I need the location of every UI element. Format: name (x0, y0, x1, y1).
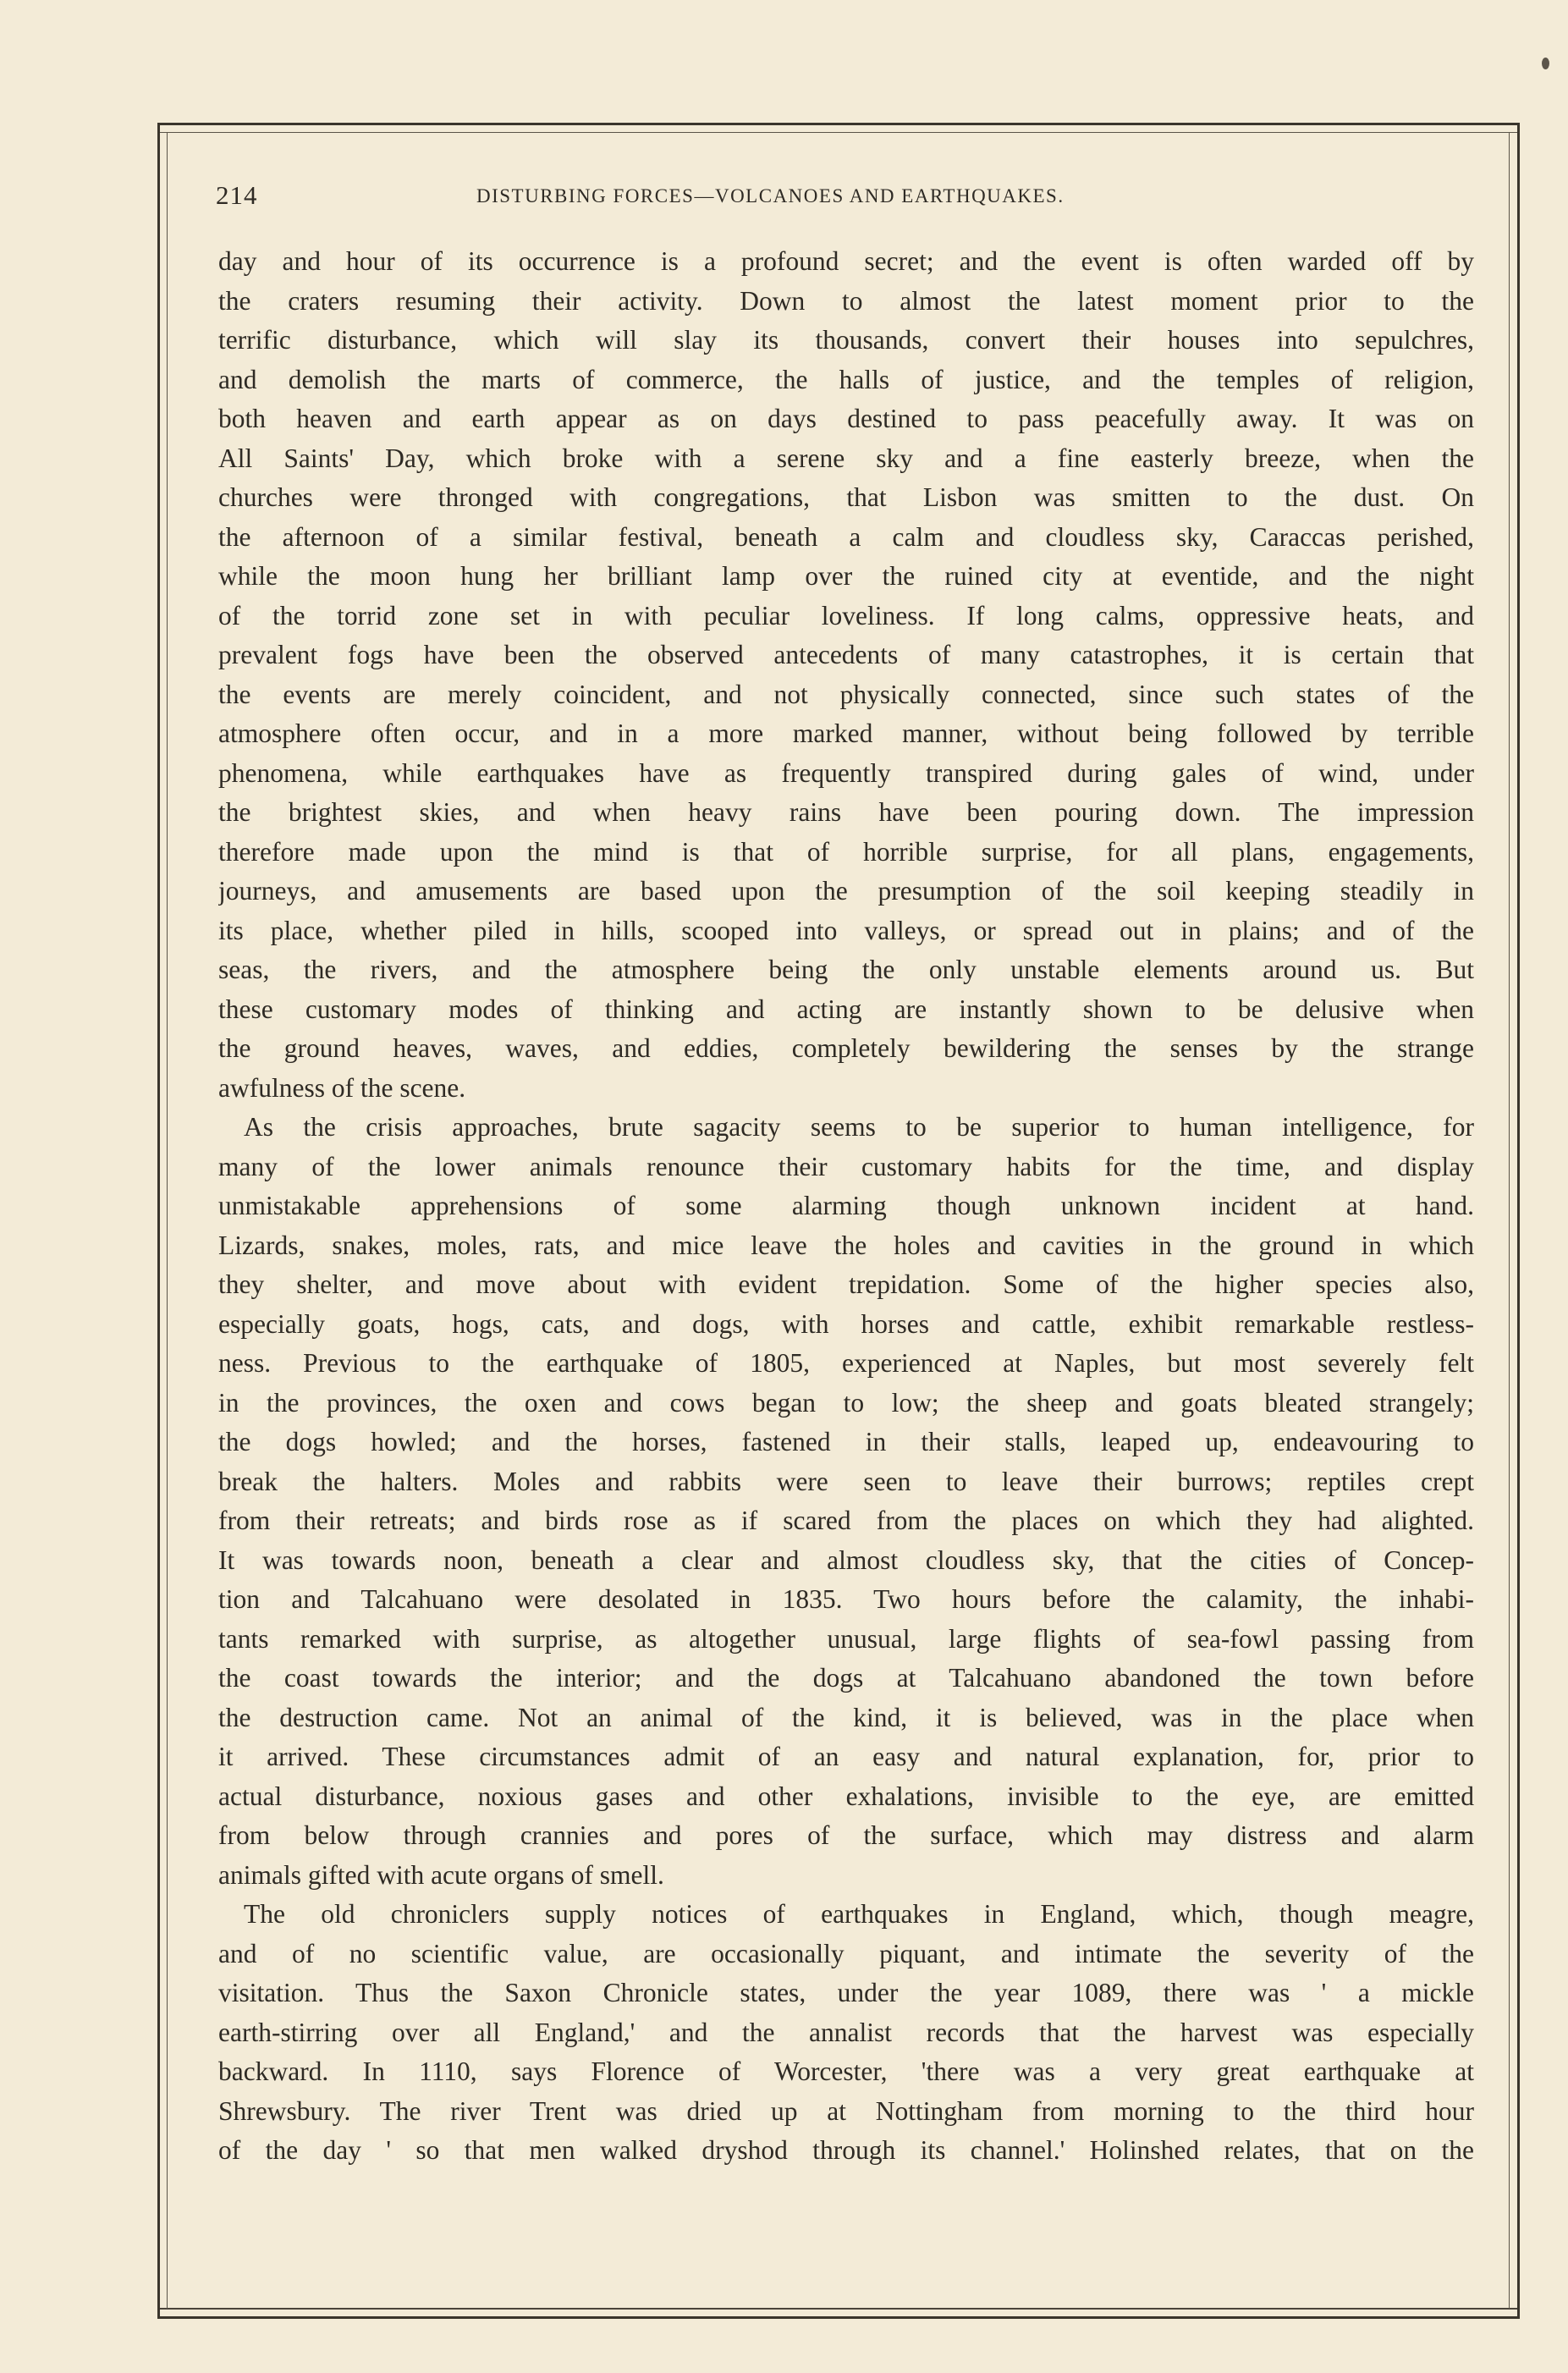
text-line: day and hour of its occurrence is a profound secret; and the event is often warded off by (218, 246, 1474, 276)
body-text (218, 242, 1474, 2171)
text-line: tants remarked with surprise, as altogether unusual, large flights of sea-fowl passing from (218, 1623, 1474, 1654)
text-line: the coast towards the interior; and the dogs at Talcahuano abandoned the town before (218, 1663, 1474, 1693)
text-line: awfulness of the scene. (218, 1072, 466, 1103)
text-line: All Saints' Day, which broke with a serene sky and a fine easterly breeze, when the (218, 443, 1474, 473)
text-line: especially goats, hogs, cats, and dogs, with horses and cattle, exhibit remarkable restless- (218, 1308, 1474, 1339)
text-line: terrific disturbance, which will slay its thousands, convert their houses into sepulchres, (218, 325, 1474, 355)
text-line: prevalent fogs have been the observed antecedents of many catastrophes, it is certain that (218, 640, 1474, 669)
frame-rule-left-inner (167, 132, 168, 2309)
frame-rule-right-inner (1509, 132, 1510, 2309)
text-line: backward. In 1110, says Florence of Worcester, 'there was a very great earthquake at (218, 2056, 1474, 2086)
text-line: unmistakable apprehensions of some alarming though unknown incident at hand. (218, 1191, 1474, 1220)
text-line: Lizards, snakes, moles, rats, and mice leave the holes and cavities in the ground in which (218, 1230, 1474, 1260)
page-number: 214 (216, 180, 258, 210)
text-line: visitation. Thus the Saxon Chronicle states, under the year 1089, there was ' a mickle (218, 1978, 1474, 2007)
text-line: of the torrid zone set in with peculiar loveliness. If long calms, oppressive heats, and (218, 600, 1474, 630)
text-line: many of the lower animals renounce their customary habits for the time, and display (218, 1151, 1474, 1181)
ink-spot (1542, 58, 1549, 69)
text-line: the events are merely coincident, and not physically connected, since such states of the (218, 679, 1474, 709)
running-head (216, 180, 1477, 214)
text-line: It was towards noon, beneath a clear and almost cloudless sky, that the cities of Concep- (218, 1544, 1474, 1575)
text-line: from their retreats; and birds rose as if scared from the places on which they had alighted. (218, 1506, 1474, 1535)
text-line: in the provinces, the oxen and cows began to low; the sheep and goats bleated strangely; (218, 1387, 1474, 1418)
text-line: earth-stirring over all England,' and the annalist records that the harvest was especially (218, 2017, 1474, 2047)
running-title: DISTURBING FORCES—VOLCANOES AND EARTHQUAKES. (476, 185, 1065, 206)
text-line: of the day ' so that men walked dryshod through its channel.' Holinshed relates, that on the (218, 2135, 1474, 2165)
text-line: its place, whether piled in hills, scooped into valleys, or spread out in plains; and of the (218, 915, 1474, 945)
text-line: therefore made upon the mind is that of horrible surprise, for all plans, engagements, (218, 836, 1474, 867)
text-line: atmosphere often occur, and in a more marked manner, without being followed by terrible (218, 719, 1474, 748)
frame-rule-top-outer (157, 123, 1520, 125)
text-line: the afternoon of a similar festival, beneath a calm and cloudless sky, Caraccas perished, (218, 521, 1474, 552)
paragraph (218, 1108, 1474, 1895)
text-line: journeys, and amusements are based upon the presumption of the soil keeping steadily in (218, 876, 1474, 906)
text-line: and demolish the marts of commerce, the halls of justice, and the temples of religion, (218, 364, 1474, 394)
text-line: As the crisis approaches, brute sagacity seems to be superior to human intelligence, for (244, 1112, 1474, 1142)
text-line: the craters resuming their activity. Down to almost the latest moment prior to the (218, 285, 1474, 316)
text-line: ness. Previous to the earthquake of 1805, experienced at Naples, but most severely felt (218, 1348, 1474, 1378)
text-line: the dogs howled; and the horses, fastened in their stalls, leaped up, endeavouring to (218, 1427, 1474, 1456)
text-line: they shelter, and move about with evident trepidation. Some of the higher species also, (218, 1269, 1474, 1299)
text-line: The old chroniclers supply notices of earthquakes in England, which, though meagre, (244, 1899, 1474, 1929)
text-line: seas, the rivers, and the atmosphere being the only unstable elements around us. But (218, 955, 1474, 984)
text-line: the ground heaves, waves, and eddies, completely bewildering the senses by the strange (218, 1033, 1474, 1063)
text-line: phenomena, while earthquakes have as frequently transpired during gales of wind, under (218, 757, 1474, 788)
text-line: these customary modes of thinking and acting are instantly shown to be delusive when (218, 994, 1474, 1024)
text-line: Shrewsbury. The river Trent was dried up at Nottingham from morning to the third hour (218, 2095, 1474, 2126)
frame-rule-right-outer (1517, 123, 1520, 2319)
frame-rule-top-inner (157, 132, 1520, 133)
text-line: tion and Talcahuano were desolated in 1835. Two hours before the calamity, the inhabi- (218, 1584, 1474, 1614)
text-line: from below through crannies and pores of the surface, which may distress and alarm (218, 1820, 1474, 1850)
frame-rule-left-outer (157, 123, 160, 2319)
text-line: break the halters. Moles and rabbits were seen to leave their burrows; reptiles crept (218, 1466, 1474, 1496)
frame-rule-bottom-inner (157, 2308, 1520, 2310)
text-line: both heaven and earth appear as on days destined to pass peacefully away. It was on (218, 404, 1474, 433)
text-line: churches were thronged with congregations, that Lisbon was smitten to the dust. On (218, 482, 1474, 512)
text-line: the destruction came. Not an animal of the kind, it is believed, was in the place when (218, 1702, 1474, 1732)
text-line: the brightest skies, and when heavy rains have been pouring down. The impression (218, 797, 1474, 827)
text-line: animals gifted with acute organs of smell. (218, 1859, 664, 1890)
paragraph (218, 242, 1474, 1108)
text-line: and of no scientific value, are occasionally piquant, and intimate the severity of the (218, 1938, 1474, 1968)
text-line: it arrived. These circumstances admit of an easy and natural explanation, for, prior to (218, 1742, 1474, 1771)
frame-rule-bottom-outer (157, 2316, 1520, 2319)
text-line: while the moon hung her brilliant lamp over the ruined city at eventide, and the night (218, 561, 1474, 591)
paragraph (218, 1895, 1474, 2171)
text-line: actual disturbance, noxious gases and other exhalations, invisible to the eye, are emitted (218, 1781, 1474, 1811)
